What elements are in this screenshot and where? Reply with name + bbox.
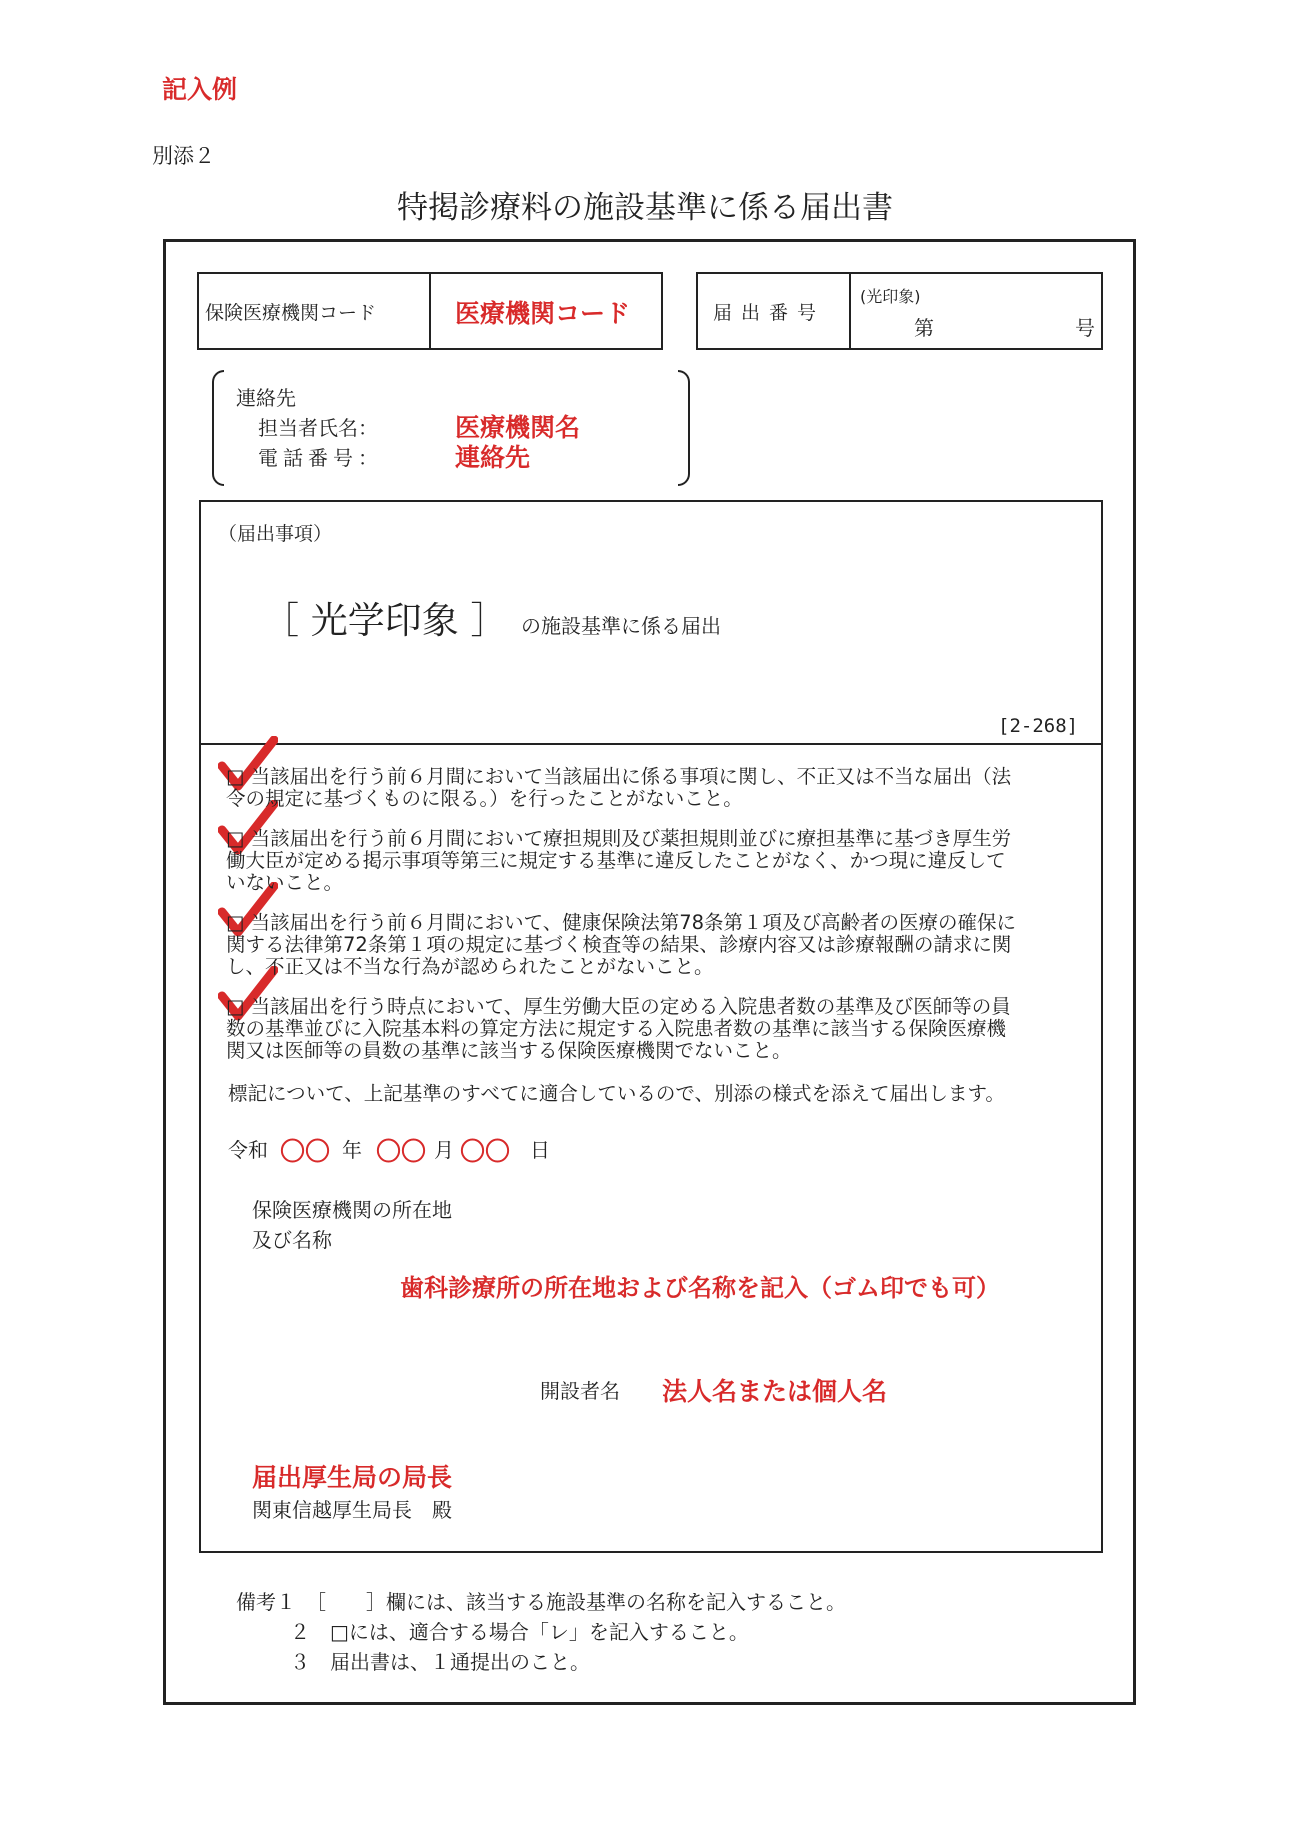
notification-heading: （届出事項）	[218, 523, 333, 545]
date-month: 〇〇	[376, 1137, 427, 1166]
facility-standard: ［ 光学印象 ］	[262, 599, 508, 642]
founder-label: 開設者名	[540, 1379, 620, 1403]
condition-line: 関する法律第72条第１項の規定に基づく検査等の結果、診療内容又は診療報酬の請求に関	[226, 933, 1012, 956]
date-month-label: 月	[434, 1138, 454, 1162]
medical-institution-code-box	[197, 272, 663, 350]
date-year-label: 年	[342, 1138, 362, 1162]
sample-label: 記入例	[162, 75, 238, 104]
number-box-divider	[849, 274, 851, 348]
condition-line: し、不正又は不当な行為が認められたことがないこと。	[226, 955, 714, 978]
condition-line: 数の基準並びに入院基本料の算定方法に規定する入院患者数の基準に該当する保険医療機	[226, 1017, 1007, 1040]
date-year: 〇〇	[280, 1137, 331, 1166]
phone-value: 連絡先	[455, 443, 531, 472]
number-dai: 第	[914, 316, 934, 340]
condition-4	[226, 996, 1011, 1062]
code-value: 医療機関コード	[455, 299, 631, 328]
condition-line: □ 当該届出を行う前６月間において療担規則及び薬担規則並びに療担基準に基づき厚生労	[226, 827, 1012, 850]
phone-label: 電話番号：	[258, 446, 383, 470]
number-label: 届出番号	[713, 302, 826, 324]
contact-heading: 連絡先	[236, 386, 296, 410]
code-box-divider	[429, 274, 431, 348]
document-title: 特掲診療料の施設基準に係る届出書	[397, 190, 893, 226]
condition-3	[226, 912, 1016, 978]
location-label-line2: 及び名称	[252, 1228, 332, 1252]
date-era: 令和	[228, 1138, 268, 1162]
addressee-name: 関東信越厚生局長 殿	[252, 1498, 452, 1522]
condition-2	[226, 828, 1011, 894]
contact-bracket-right	[678, 370, 690, 486]
condition-line: 令の規定に基づくものに限る。）を行ったことがないこと。	[226, 787, 743, 810]
contact-bracket-left	[212, 370, 224, 486]
condition-line: いないこと。	[226, 871, 344, 894]
annex-label: 別添２	[152, 144, 215, 168]
remark-2: ２ □には、適合する場合「レ」を記入すること。	[290, 1620, 749, 1644]
reference-number: [2-268]	[998, 715, 1079, 737]
notification-divider	[199, 743, 1103, 745]
person-value: 医療機関名	[455, 413, 581, 442]
remark-1: 備考１ ［ ］欄には、該当する施設基準の名称を記入すること。	[236, 1590, 846, 1614]
condition-line: □ 当該届出を行う時点において、厚生労働大臣の定める入院患者数の基準及び医師等の員	[226, 995, 1011, 1018]
condition-line: 関又は医師等の員数の基準に該当する保険医療機関でないこと。	[226, 1039, 792, 1062]
number-go: 号	[1075, 316, 1095, 340]
condition-1	[226, 766, 1011, 810]
remark-3: ３ 届出書は、１通提出のこと。	[290, 1650, 590, 1674]
addressee-instruction: 届出厚生局の局長	[252, 1463, 453, 1492]
number-note: (光印象)	[860, 287, 921, 306]
facility-suffix: の施設基準に係る届出	[521, 614, 721, 638]
location-label-line1: 保険医療機関の所在地	[252, 1198, 452, 1222]
location-instruction: 歯科診療所の所在地および名称を記入（ゴム印でも可）	[400, 1274, 1000, 1302]
condition-line: □ 当該届出を行う前６月間において当該届出に係る事項に関し、不正又は不当な届出（法	[226, 765, 1012, 788]
code-label: 保険医療機関コード	[205, 302, 377, 324]
date-day: 〇〇	[460, 1137, 511, 1166]
condition-line: □ 当該届出を行う前６月間において、健康保険法第78条第１項及び高齢者の医療の確保に	[226, 911, 1017, 934]
condition-line: 働大臣が定める掲示事項等第三に規定する基準に違反したことがなく、かつ現に違反して	[226, 849, 1006, 872]
person-label: 担当者氏名：	[258, 416, 378, 440]
notification-number-box	[696, 272, 1103, 350]
founder-instruction: 法人名または個人名	[662, 1377, 888, 1406]
date-day-label: 日	[530, 1138, 550, 1162]
conclusion-text: 標記について、上記基準のすべてに適合しているので、別添の様式を添えて届出します。	[228, 1082, 1005, 1105]
